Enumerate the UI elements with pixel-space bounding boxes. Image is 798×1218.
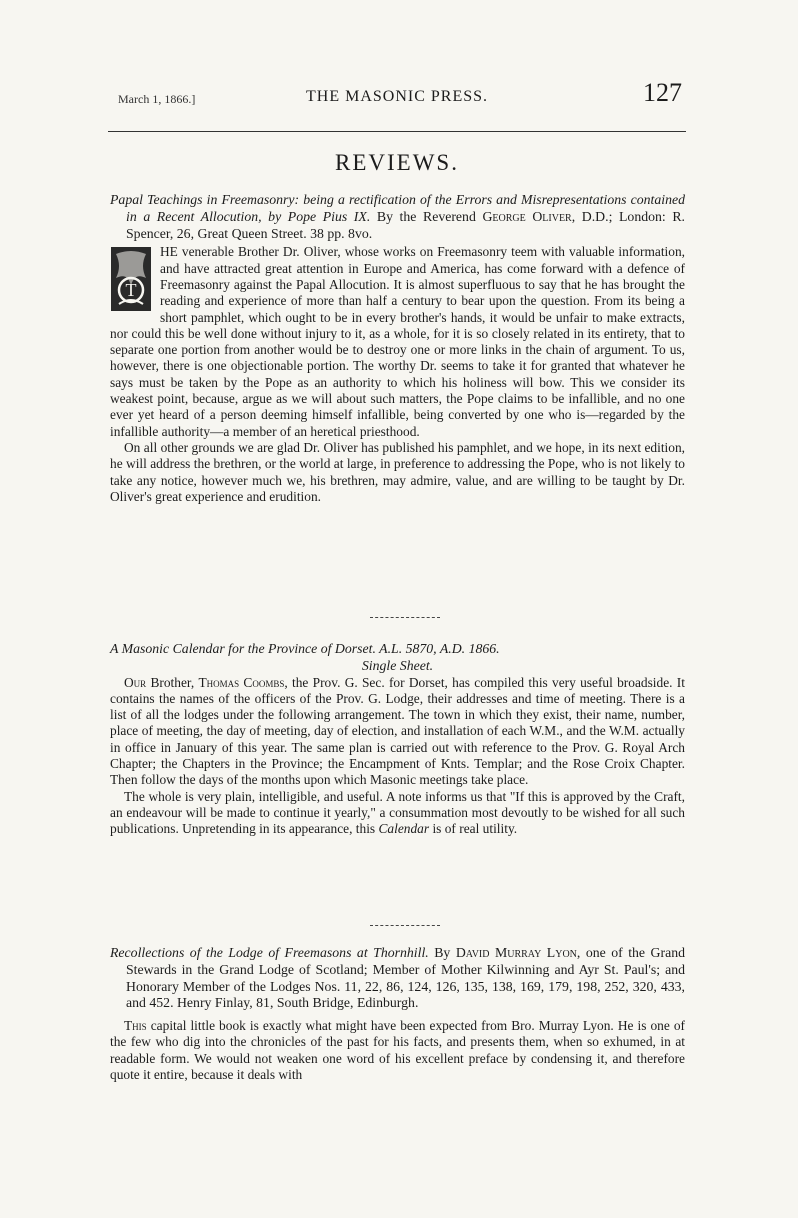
publication-details: , one of the Grand Stewards in the Grand Lodge of Scotland; Member of Mother Kilwinning and Ayr St. Paul's; and Honorary Member of the Lodges Nos. 11, 22, 86, 124, 126, 135, 138, 169, 179, 198, 252, 320, 433, and 452. Henry Finlay, 81, South Bridge, Edinburgh. <box>126 945 686 1011</box>
review-heading <box>110 945 685 1012</box>
review-author: David Murray Lyon <box>455 945 577 960</box>
paragraph-2: On all other grounds we are glad Dr. Oliver has published his pamphlet, and we hope, in its next edition, he will address the brethren, or the world at large, in preference to addressing the Pope, who is not likely to take any notice, however much we, his brethren, may admire, value, and are willing to be taught by Dr. Oliver's great experience and erudition. <box>110 439 685 504</box>
paragraph-1-text: , the Prov. G. Sec. for Dorset, has compiled this very useful broadside. It contains the names of the officers of the Prov. G. Lodge, their addresses and time of meeting. There is a list of all the lodges under the following arrangement. The town in which they exist, their name, number, place of meeting, the day of meeting, day of election, and installation of each W.M., and the W.M. actually in office in January of this year. The same plan is carried out with reference to the Prov. G. Royal Arch Chapter; the Chapters in the Province; the Encampment of Knts. Templar; and the Rose Croix Chapter. Then follow the days of the months upon which Masonic meetings take place. <box>110 674 685 788</box>
dropcap-letter: T <box>125 280 137 301</box>
calendar-emphasis: Calendar <box>378 821 430 837</box>
paragraph-2: The whole is very plain, intelligible, and useful. A note informs us that "If this is approved by the Craft, an endeavour will be made to continue it yearly," a consummation most devoutly to be wished for all such publications. Unpretending in its appearance, this Calendar is of real utility. <box>110 788 685 837</box>
review-thornhill-lodge <box>110 945 685 1083</box>
review-separator <box>370 925 440 926</box>
opening-word: This <box>124 1018 147 1034</box>
review-heading <box>110 192 685 242</box>
issue-date: March 1, 1866.] <box>118 92 196 106</box>
paragraph-1-text: capital little book is exactly what might have been expected from Bro. Murray Lyon. He is one of the few who dig into the chronicles of the past for his facts, and presents them, when so exhumed, in at readable form. We would not weaken one word of his excellent preface by condensing it, and therefore quote it entire, because it deals with <box>110 1018 685 1083</box>
paragraph-1: venerable Brother Dr. Oliver, whose works on Freemasonry teem with valuable information, and have attracted great attention in Europe and America, has come forward with a defence of Freemasonry against the Papal Allocution. It is almost superfluous to say that he has brought the reading and experience of more than half a century to bear upon the question. From its being a short pamphlet, which ought to be in every brother's hands, it would be unfair to make extracts, nor could this be well done without injury to it, as a whole, for it is so closely related in its entirety, that to separate one portion from another would be to destroy one or more links in the chain of argument. To us, however, there is one objectionable portion. The worthy Dr. seems to take it for granted that whatever he says must be taken by the Pope as an authority to which his holiness will bow. This we consider its weakest point, because, argue as we will about such matters, the Pope claims to be infallible, and no one ever yet heard of a person deeming himself infallible, being converted by one who is—regarded by the infallible authority—a member of an heretical priesthood. <box>110 244 685 439</box>
review-subtitle: Single Sheet. <box>361 657 434 673</box>
review-title: Papal Teachings in Freemasonry: being a rectification of the Errors and Misrepresentations contained in a Recent Allocution, by Pope Pius IX. <box>110 192 685 224</box>
section-title: REVIEWS. <box>335 150 459 175</box>
ornamental-initial-icon <box>110 246 152 312</box>
paragraph-1 <box>110 1018 685 1083</box>
paragraph-1 <box>110 675 685 789</box>
paragraph-1-start: Brother, <box>150 674 195 690</box>
page-number: 127 <box>643 78 682 107</box>
review-heading <box>110 641 685 675</box>
header-rule <box>108 131 686 132</box>
heading-by: By the Reverend <box>376 208 476 224</box>
opening-word: HE <box>160 244 178 260</box>
heading-by: By <box>434 945 451 960</box>
review-author: George Oliver <box>482 208 572 224</box>
review-title: A Masonic Calendar for the Province of Dorset. A.L. 5870, A.D. 1866. <box>110 641 500 656</box>
publication-title: THE MASONIC PRESS. <box>305 88 489 105</box>
opening-word: Our <box>124 674 147 690</box>
publication-details: , D.D.; London: R. Spencer, 26, Great Queen Street. 38 pp. 8vo. <box>126 208 685 241</box>
review-body <box>110 244 685 440</box>
review-separator <box>370 617 440 618</box>
review-title: Recollections of the Lodge of Freemasons at Thornhill. <box>110 945 429 960</box>
running-head <box>110 72 684 112</box>
review-masonic-calendar <box>110 641 685 838</box>
review-papal-teachings <box>110 192 685 505</box>
compiler-name: Thomas Coombs <box>198 674 285 690</box>
